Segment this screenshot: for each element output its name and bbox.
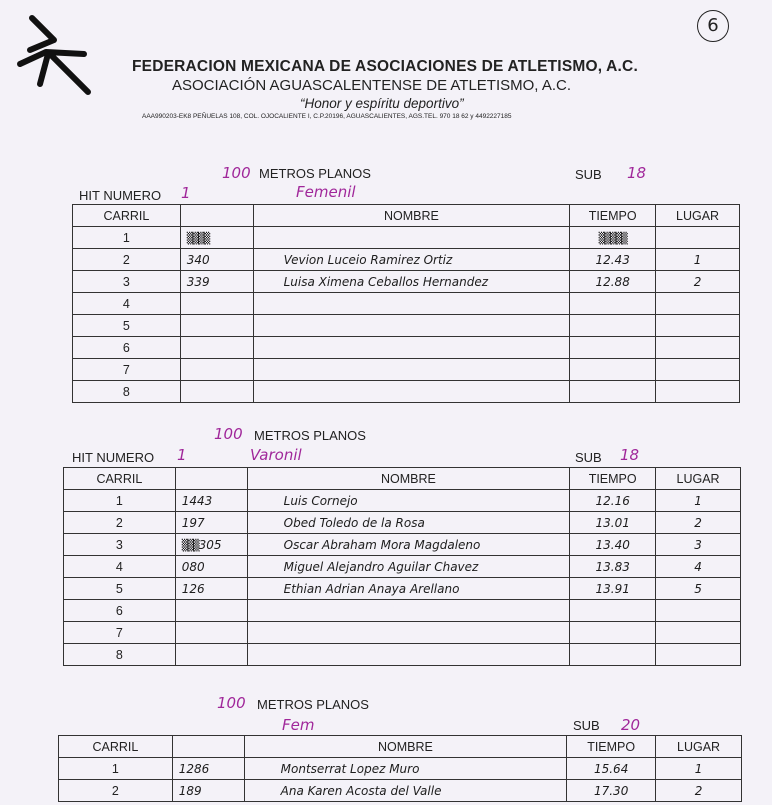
table-row (73, 337, 740, 359)
carril-cell: 2 (73, 249, 181, 271)
nombre-cell: Ana Karen Acosta del Valle (244, 780, 567, 802)
table-row (73, 249, 740, 271)
tiempo-cell: 17.30 (567, 780, 656, 802)
lugar-cell (656, 622, 741, 644)
nombre-cell (253, 381, 570, 403)
lugar-cell: 5 (656, 578, 741, 600)
section3-category: Fem (282, 716, 315, 734)
header-tiempo: TIEMPO (570, 468, 656, 490)
nombre-cell (247, 600, 570, 622)
header-nombre: NOMBRE (253, 205, 570, 227)
table-row (73, 293, 740, 315)
tiempo-cell: 13.83 (570, 556, 656, 578)
nombre-cell: Oscar Abraham Mora Magdaleno (247, 534, 570, 556)
nombre-cell (253, 359, 570, 381)
nombre-cell (247, 644, 570, 666)
tiempo-cell (570, 293, 656, 315)
numero-cell (180, 315, 253, 337)
section1-table (72, 204, 740, 403)
lugar-cell (656, 293, 740, 315)
section1-hit-label: HIT NUMERO (79, 188, 162, 203)
lugar-cell: 2 (656, 780, 742, 802)
numero-cell: 126 (175, 578, 247, 600)
motto: “Honor y espíritu deportivo” (300, 96, 464, 111)
header-tiempo: TIEMPO (570, 205, 656, 227)
numero-cell (175, 622, 247, 644)
table-row (59, 780, 742, 802)
header-lugar: LUGAR (656, 468, 741, 490)
section1-sub-label: SUB (575, 167, 602, 182)
association-title: ASOCIACIÓN AGUASCALENTENSE DE ATLETISMO, A.C. (172, 77, 571, 94)
numero-cell (175, 600, 247, 622)
lugar-cell: 1 (656, 249, 740, 271)
numero-cell: 1286 (172, 758, 244, 780)
table-header-row (64, 468, 741, 490)
numero-cell: 1443 (175, 490, 247, 512)
carril-cell: 1 (64, 490, 176, 512)
tiempo-cell (570, 315, 656, 337)
numero-cell: 197 (175, 512, 247, 534)
header-numero (175, 468, 247, 490)
carril-cell: 2 (64, 512, 176, 534)
lugar-cell (656, 337, 740, 359)
federation-title: FEDERACION MEXICANA DE ASOCIACIONES DE ATLETISMO, A.C. (132, 58, 638, 75)
header-nombre: NOMBRE (247, 468, 570, 490)
nombre-cell: Ethian Adrian Anaya Arellano (247, 578, 570, 600)
table-row (64, 534, 741, 556)
numero-cell (180, 359, 253, 381)
header-lugar: LUGAR (656, 736, 742, 758)
nombre-cell: Montserrat Lopez Muro (244, 758, 567, 780)
carril-cell: 7 (64, 622, 176, 644)
carril-cell: 8 (64, 644, 176, 666)
header-lugar: LUGAR (656, 205, 740, 227)
tiempo-cell: 15.64 (567, 758, 656, 780)
numero-cell (180, 381, 253, 403)
table-header-row (73, 205, 740, 227)
table-row (64, 490, 741, 512)
carril-cell: 1 (59, 758, 173, 780)
carril-cell: 3 (64, 534, 176, 556)
section3-sub-value: 20 (621, 716, 641, 734)
lugar-cell (656, 315, 740, 337)
crossed-out-ink: ▒▒▒▒ (186, 231, 210, 245)
crossed-out-ink: ▒▒▒ (181, 538, 199, 552)
nombre-cell (247, 622, 570, 644)
lugar-cell (656, 227, 740, 249)
lugar-cell (656, 600, 741, 622)
address-line: AAA990203-EK8 PEÑUELAS 108, COL. OJOCALIENTE I, C.P.20196, AGUASCALIENTES, AGS.TEL. 970 18 62 y 4492227185 (142, 113, 512, 120)
tiempo-cell: 13.01 (570, 512, 656, 534)
numero-cell (175, 644, 247, 666)
section2-event: METROS PLANOS (254, 428, 366, 443)
section1-hit-value: 1 (181, 184, 191, 202)
section3-sub-label: SUB (573, 718, 600, 733)
table-row (64, 578, 741, 600)
carril-cell: 5 (64, 578, 176, 600)
header-carril: CARRIL (64, 468, 176, 490)
section2-category: Varonil (250, 446, 302, 464)
numero-cell (180, 293, 253, 315)
table-header-row (59, 736, 742, 758)
tiempo-cell (570, 337, 656, 359)
lugar-cell (656, 359, 740, 381)
lugar-cell (656, 644, 741, 666)
carril-cell: 2 (59, 780, 173, 802)
lugar-cell: 1 (656, 758, 742, 780)
header-carril: CARRIL (59, 736, 173, 758)
tiempo-cell: 12.88 (570, 271, 656, 293)
table-row (59, 758, 742, 780)
table-row (64, 556, 741, 578)
section2-distance: 100 (214, 425, 243, 443)
lugar-cell (656, 381, 740, 403)
nombre-cell (253, 315, 570, 337)
tiempo-cell (570, 227, 656, 249)
section1-distance: 100 (222, 164, 251, 182)
numero-cell (180, 337, 253, 359)
tiempo-cell (570, 359, 656, 381)
carril-cell: 8 (73, 381, 181, 403)
page-number: 6 (697, 10, 729, 42)
header-numero (172, 736, 244, 758)
numero-cell (175, 534, 247, 556)
tiempo-cell (570, 644, 656, 666)
tiempo-cell: 13.40 (570, 534, 656, 556)
table-row (73, 359, 740, 381)
tiempo-cell (570, 622, 656, 644)
carril-cell: 5 (73, 315, 181, 337)
section3-distance: 100 (217, 694, 246, 712)
lugar-cell: 1 (656, 490, 741, 512)
tiempo-cell: 13.91 (570, 578, 656, 600)
nombre-cell: Luis Cornejo (247, 490, 570, 512)
table-row (73, 381, 740, 403)
table-row (64, 644, 741, 666)
table-row (73, 315, 740, 337)
tiempo-cell (570, 600, 656, 622)
lugar-cell: 2 (656, 512, 741, 534)
numero-value: 305 (198, 537, 222, 552)
carril-cell: 4 (73, 293, 181, 315)
table-row (64, 600, 741, 622)
section2-hit-label: HIT NUMERO (72, 450, 155, 465)
carril-cell: 6 (73, 337, 181, 359)
tiempo-cell (570, 381, 656, 403)
federation-logo (14, 12, 98, 100)
nombre-cell: Obed Toledo de la Rosa (247, 512, 570, 534)
numero-cell: 339 (180, 271, 253, 293)
table-row (73, 271, 740, 293)
nombre-cell (253, 227, 570, 249)
table-row (64, 622, 741, 644)
nombre-cell: Luisa Ximena Ceballos Hernandez (253, 271, 570, 293)
lugar-cell: 4 (656, 556, 741, 578)
section3-event: METROS PLANOS (257, 697, 369, 712)
carril-cell: 1 (73, 227, 181, 249)
table-row (64, 512, 741, 534)
section2-sub-value: 18 (620, 446, 640, 464)
carril-cell: 6 (64, 600, 176, 622)
header-tiempo: TIEMPO (567, 736, 656, 758)
numero-cell: 189 (172, 780, 244, 802)
tiempo-cell: 12.43 (570, 249, 656, 271)
header-numero (180, 205, 253, 227)
table-row (73, 227, 740, 249)
carril-cell: 7 (73, 359, 181, 381)
carril-cell: 4 (64, 556, 176, 578)
section2-sub-label: SUB (575, 450, 602, 465)
lugar-cell: 2 (656, 271, 740, 293)
numero-cell: 340 (180, 249, 253, 271)
carril-cell: 3 (73, 271, 181, 293)
tiempo-cell: 12.16 (570, 490, 656, 512)
nombre-cell: Miguel Alejandro Aguilar Chavez (247, 556, 570, 578)
numero-cell: 080 (175, 556, 247, 578)
nombre-cell: Vevion Luceio Ramirez Ortiz (253, 249, 570, 271)
section1-sub-value: 18 (627, 164, 647, 182)
nombre-cell (253, 337, 570, 359)
numero-cell (180, 227, 253, 249)
header-carril: CARRIL (73, 205, 181, 227)
section1-category: Femenil (296, 183, 356, 201)
lugar-cell: 3 (656, 534, 741, 556)
header-nombre: NOMBRE (244, 736, 567, 758)
section2-table (63, 467, 741, 666)
section2-hit-value: 1 (177, 446, 187, 464)
section3-table (58, 735, 742, 802)
section1-event: METROS PLANOS (259, 166, 371, 181)
crossed-out-ink: ▒▒▒▒▒ (598, 231, 627, 245)
nombre-cell (253, 293, 570, 315)
